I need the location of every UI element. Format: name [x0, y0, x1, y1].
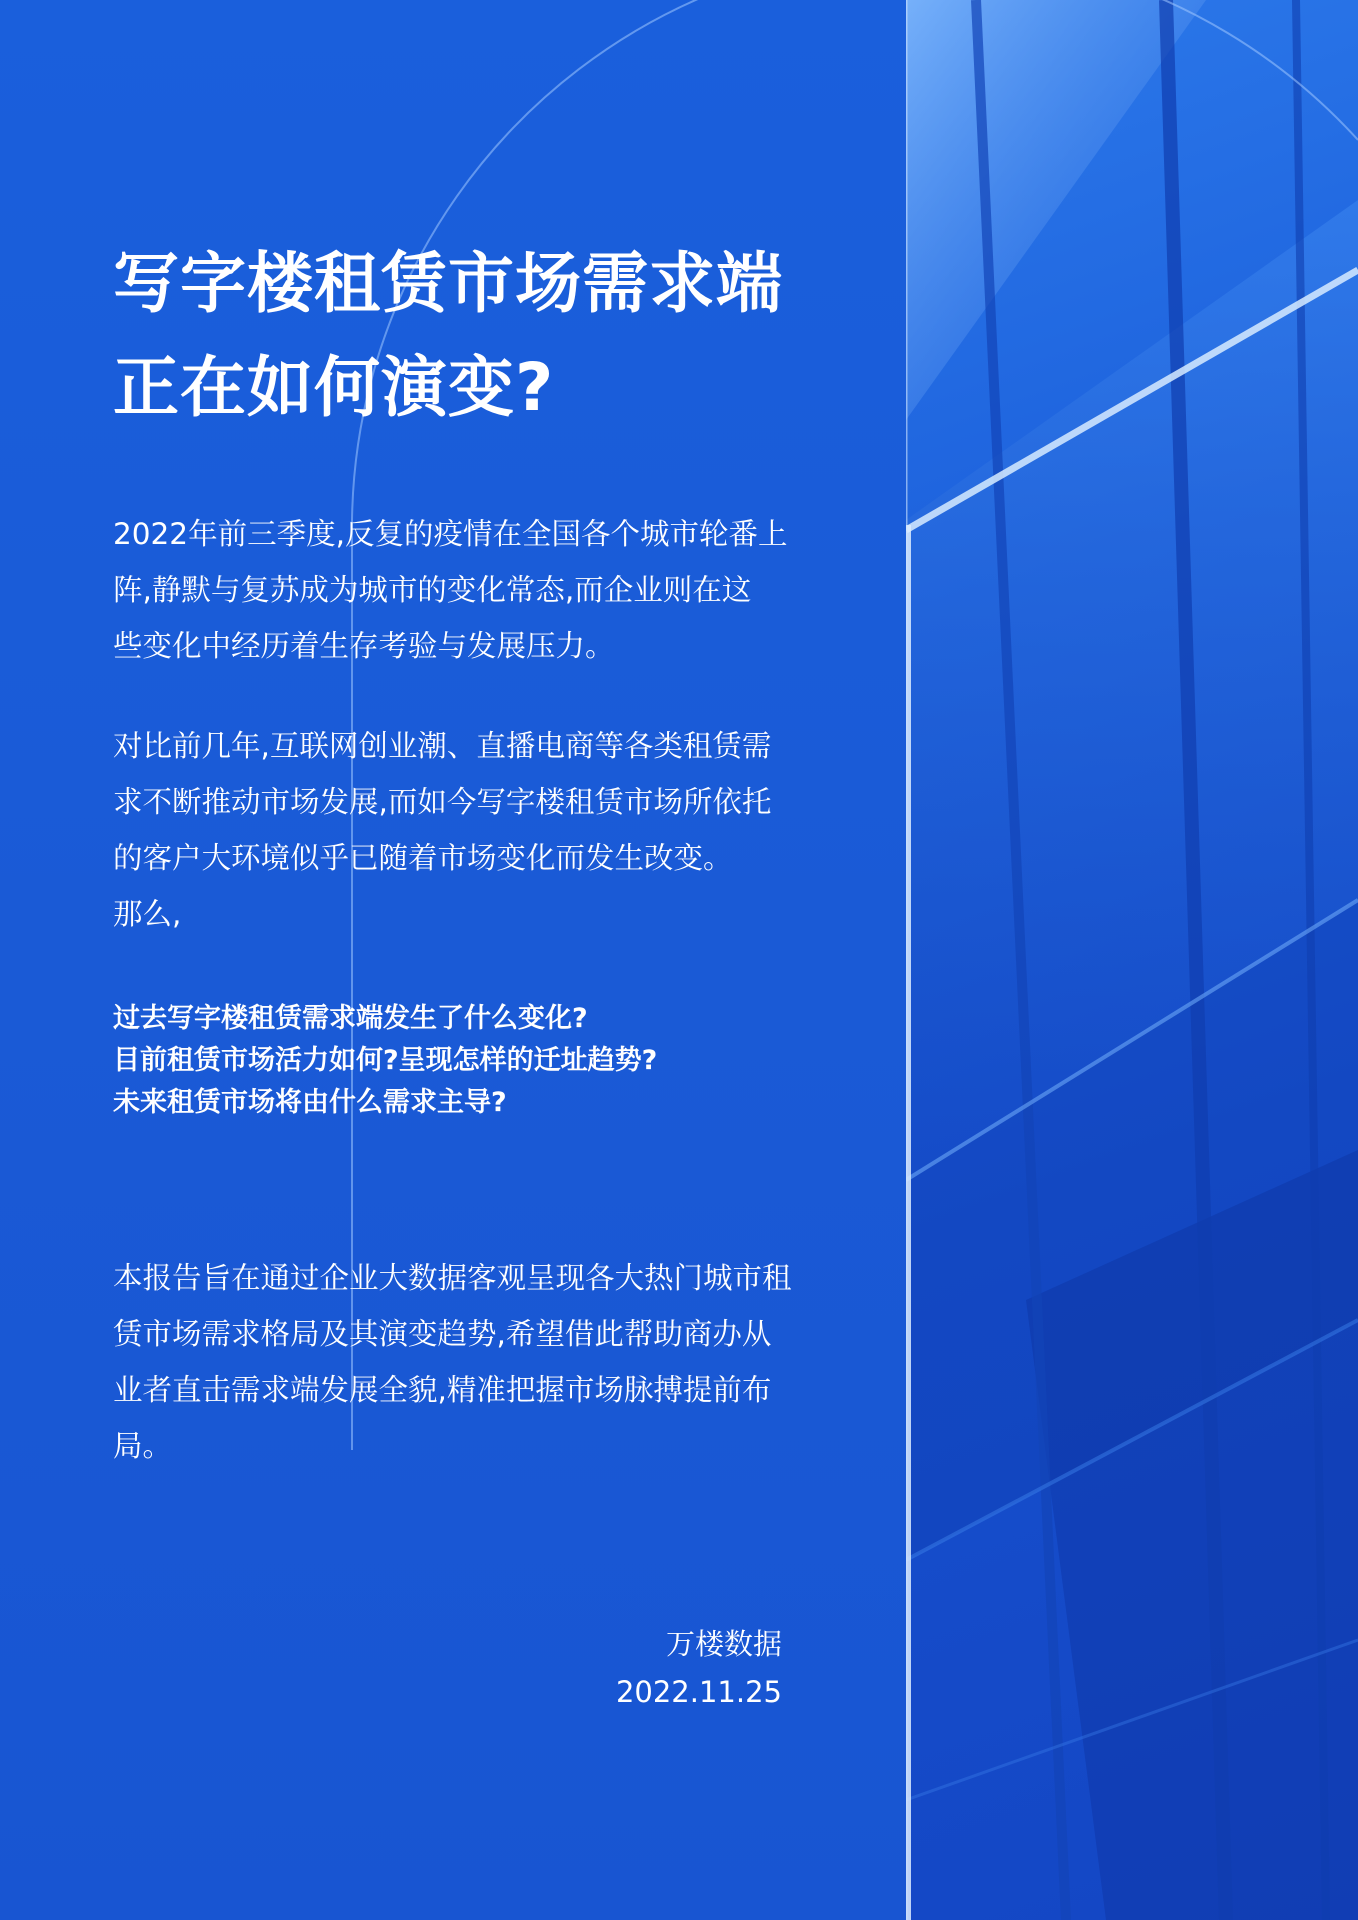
purpose-line: 局。	[113, 1429, 173, 1463]
page-title	[113, 232, 873, 440]
purpose-line: 业者直击需求端发展全貌,精准把握市场脉搏提前布	[113, 1373, 772, 1407]
signature-block	[616, 1620, 782, 1716]
question-item: 过去写字楼租赁需求端发生了什么变化?	[113, 1003, 588, 1034]
intro-paragraph-1	[113, 506, 808, 674]
intro-line: 求不断推动市场发展,而如今写字楼租赁市场所依托	[113, 785, 772, 819]
question-item: 未来租赁市场将由什么需求主导?	[113, 1087, 507, 1118]
questions-list	[113, 998, 853, 1124]
intro-line: 2022年前三季度,反复的疫情在全国各个城市轮番上	[113, 517, 788, 551]
intro-line: 那么,	[113, 897, 182, 931]
intro-line: 的客户大环境似乎已随着市场变化而发生改变。	[113, 841, 733, 875]
signature-org: 万楼数据	[665, 1627, 782, 1661]
purpose-line: 本报告旨在通过企业大数据客观呈现各大热门城市租	[113, 1261, 792, 1295]
title-line-1: 写字楼租赁市场需求端	[113, 245, 783, 322]
intro-paragraph-2	[113, 718, 808, 942]
purpose-paragraph	[113, 1250, 808, 1474]
intro-line: 些变化中经历着生存考验与发展压力。	[113, 629, 615, 663]
purpose-line: 赁市场需求格局及其演变趋势,希望借此帮助商办从	[113, 1317, 772, 1351]
intro-line: 对比前几年,互联网创业潮、直播电商等各类租赁需	[113, 729, 772, 763]
intro-line: 阵,静默与复苏成为城市的变化常态,而企业则在这	[113, 573, 752, 607]
title-line-2: 正在如何演变?	[113, 349, 555, 426]
question-item: 目前租赁市场活力如何?呈现怎样的迁址趋势?	[113, 1045, 658, 1076]
signature-date: 2022.11.25	[615, 1675, 782, 1709]
